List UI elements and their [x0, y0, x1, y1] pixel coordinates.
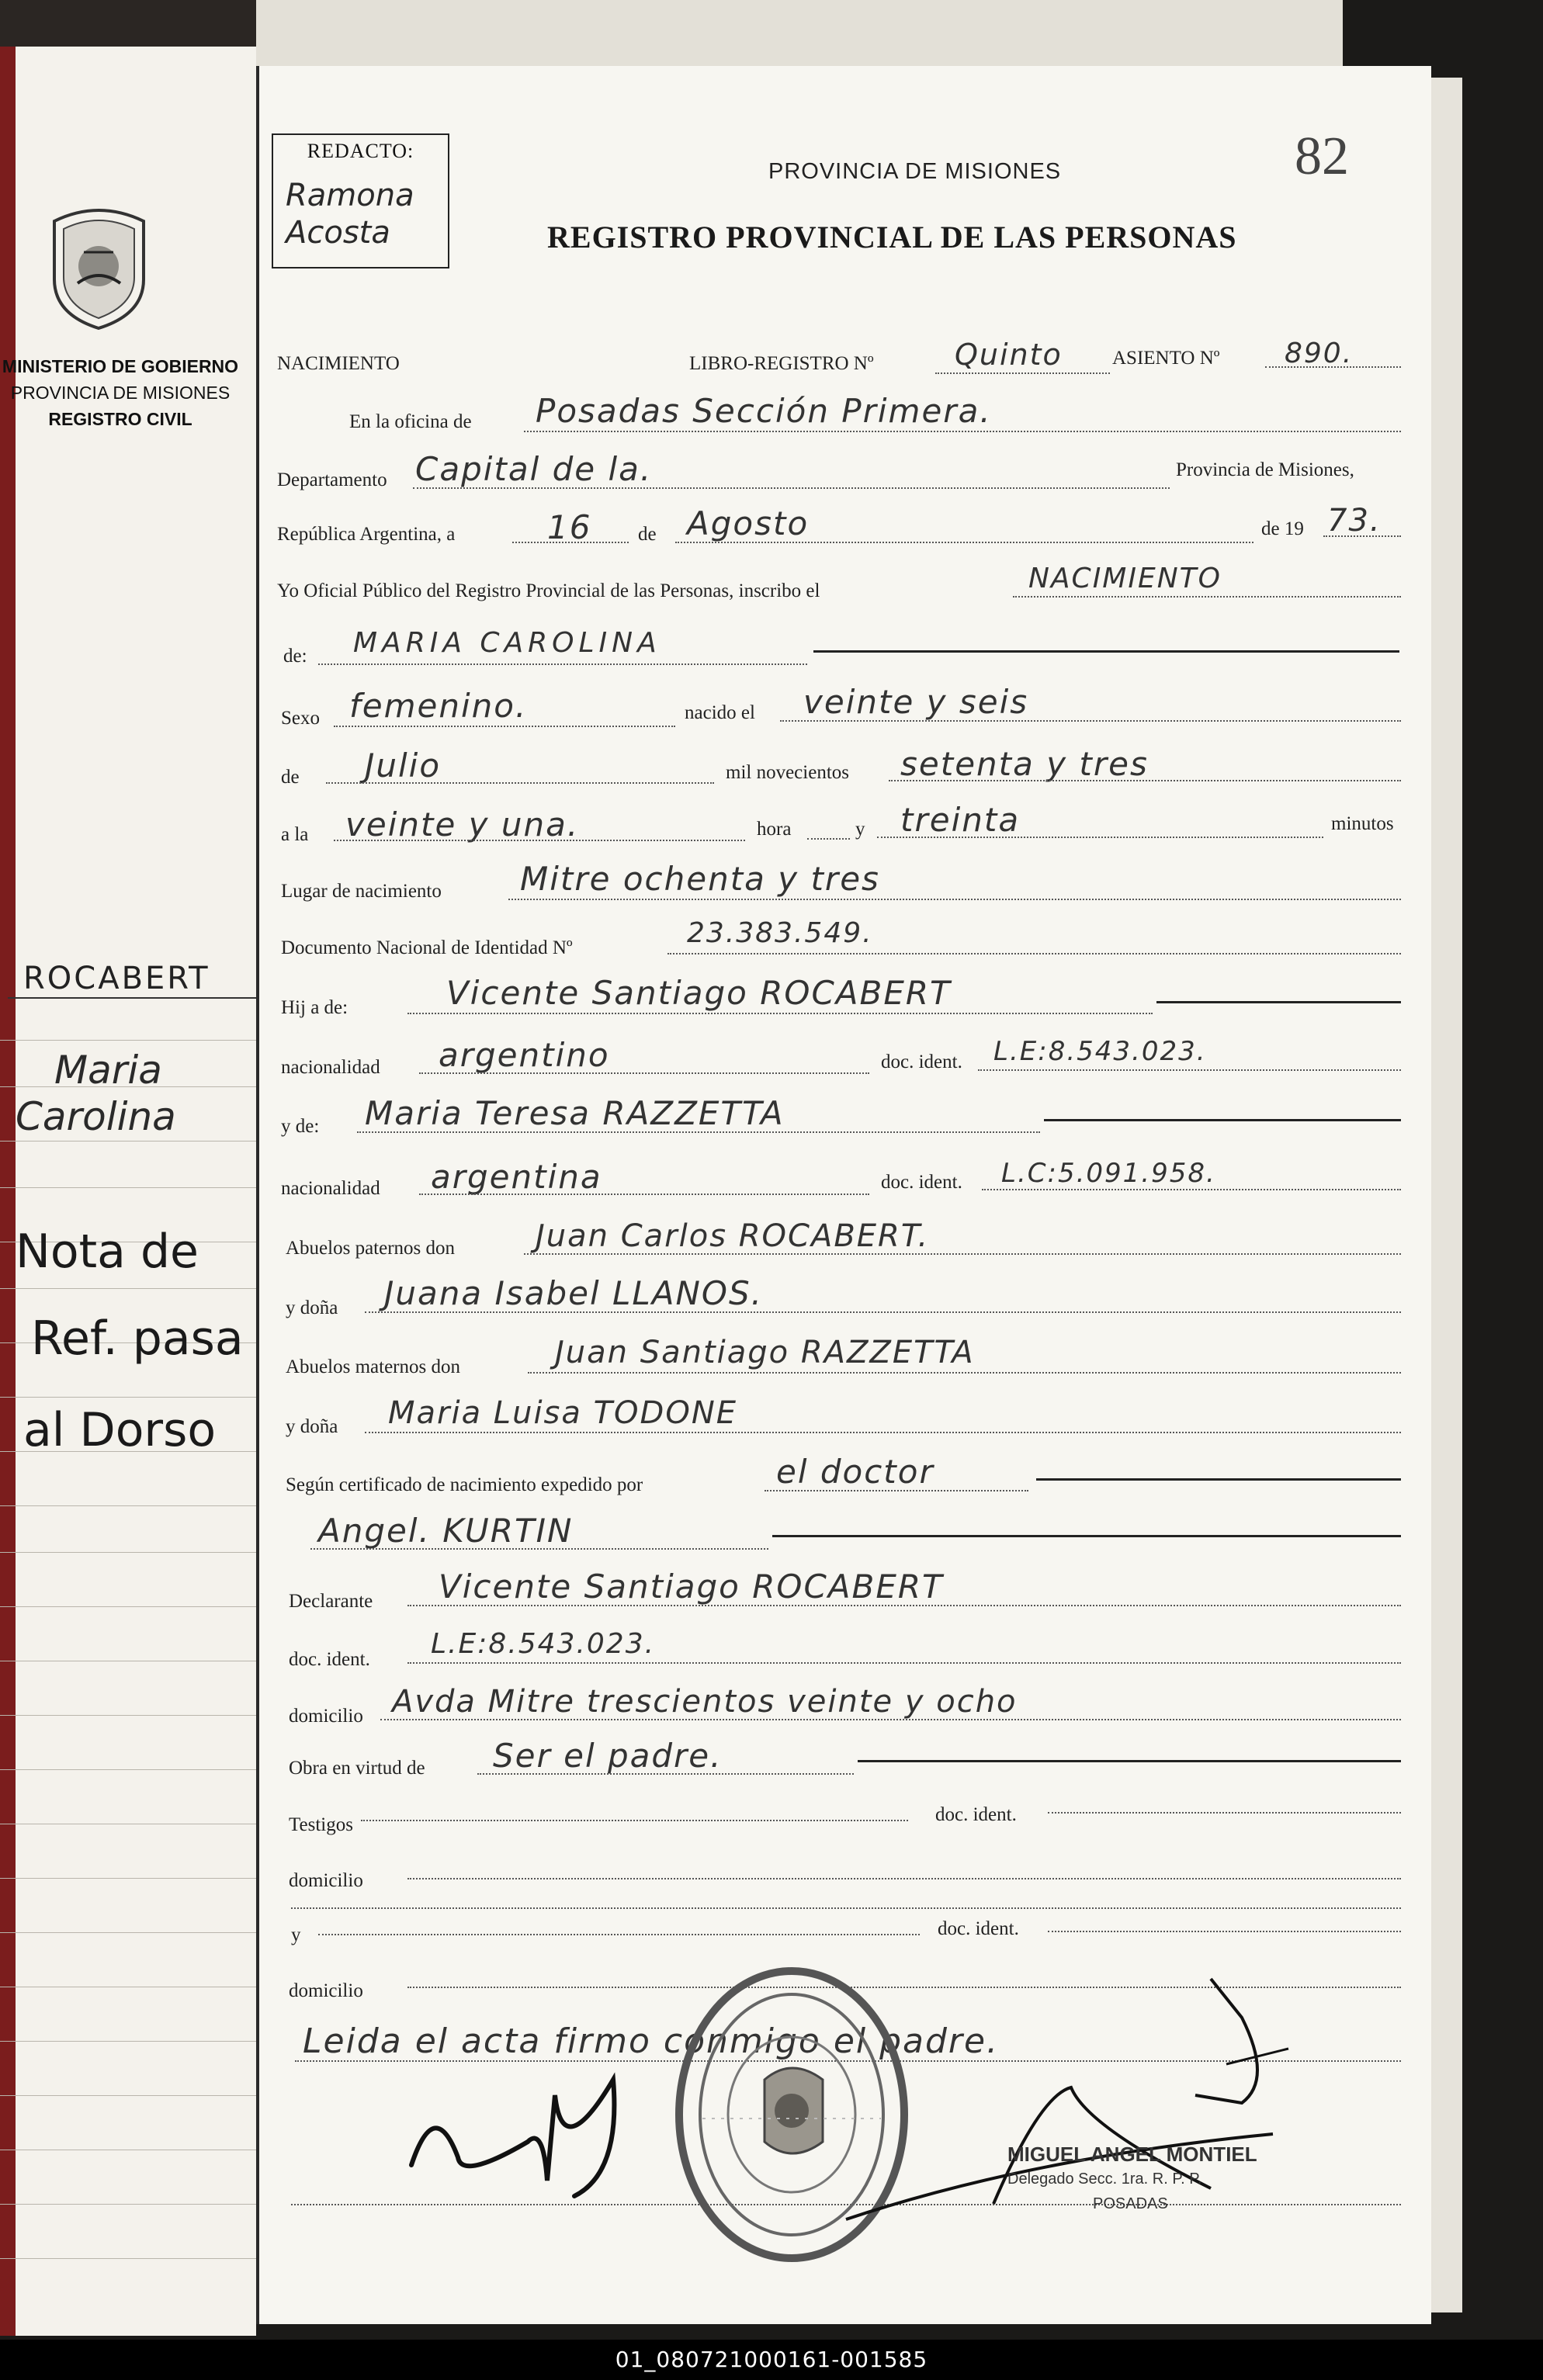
dni-value: 23.383.549. [687, 917, 873, 949]
asiento-value: 890. [1285, 338, 1354, 369]
testigos-label: Testigos [289, 1814, 353, 1835]
hijo-label: Hij a de: [281, 997, 348, 1018]
y-de-label: y de: [281, 1116, 320, 1137]
ministry-line-3: REGISTRO CIVIL [48, 409, 192, 429]
provincial-seal-icon [47, 206, 151, 330]
asiento-label: ASIENTO Nº [1112, 348, 1220, 369]
departamento-value: Capital de la. [415, 450, 653, 488]
abuelos-maternos-label: Abuelos maternos don [286, 1356, 460, 1377]
sexo-value: femenino. [349, 687, 528, 725]
official-city: POSADAS [1093, 2195, 1168, 2212]
stacked-pages-edge [1428, 78, 1462, 2312]
testigos-doc-label-2: doc. ident. [938, 1918, 1019, 1939]
testigos-domicilio-label-2: domicilio [289, 1980, 363, 2001]
oficina-value: Posadas Sección Primera. [536, 392, 992, 430]
minutos-value: treinta [900, 801, 1021, 839]
obra-value: Ser el padre. [493, 1737, 723, 1775]
padre-value: Vicente Santiago ROCABERT [446, 974, 952, 1012]
oficial-value: NACIMIENTO [1028, 563, 1222, 594]
y2-label: y [291, 1924, 301, 1945]
oficina-label: En la oficina de [349, 411, 472, 432]
abuela-paterna-label: y doña [286, 1297, 338, 1318]
page-number: 82 [1295, 126, 1349, 186]
padre-doc-value: L.E:8.543.023. [993, 1036, 1207, 1067]
lugar-label: Lugar de nacimiento [281, 881, 442, 902]
provincia-label: Provincia de Misiones, [1176, 459, 1354, 480]
dark-background-top [0, 0, 256, 47]
libro-value: Quinto [955, 338, 1063, 372]
madre-nacionalidad-label: nacionalidad [281, 1178, 380, 1199]
province-heading: PROVINCIA DE MISIONES [768, 159, 1062, 184]
official-role: Delegado Secc. 1ra. R. P. P. [1007, 2170, 1202, 2188]
declarante-value: Vicente Santiago ROCABERT [439, 1568, 944, 1606]
image-caption: 01_080721000161-001585 [0, 2340, 1543, 2380]
madre-doc-label: doc. ident. [881, 1172, 962, 1193]
official-name: MIGUEL ANGEL MONTIEL [1007, 2143, 1257, 2166]
oficial-label: Yo Oficial Público del Registro Provincial de las Personas, inscribo el [277, 580, 820, 601]
nacido-label: nacido el [685, 702, 755, 723]
de-label: de [638, 524, 657, 545]
a-la-label: a la [281, 824, 309, 845]
departamento-label: Departamento [277, 469, 387, 490]
mes-value: Agosto [687, 504, 810, 542]
declarante-label: Declarante [289, 1591, 373, 1612]
sexo-label: Sexo [281, 708, 320, 729]
ministry-heading [0, 353, 248, 432]
persona-value: MARIA CAROLINA [353, 627, 661, 659]
minutos-label: minutos [1331, 813, 1394, 834]
y-label: y [855, 819, 865, 840]
doctor-value: Angel. KURTIN [318, 1512, 574, 1550]
certificado-value: el doctor [776, 1453, 934, 1491]
leida-value: Leida el acta firmo conmigo el padre. [303, 2021, 1000, 2061]
abuela-materna-value: Maria Luisa TODONE [388, 1395, 738, 1431]
margin-given-name-1: Maria [54, 1048, 162, 1093]
nacido-value: veinte y seis [803, 683, 1029, 721]
binding-band [256, 0, 1343, 70]
libro-label: LIBRO-REGISTRO Nº [689, 353, 874, 374]
dia-value: 16 [547, 508, 592, 546]
ministry-line-2: PROVINCIA DE MISIONES [10, 383, 231, 403]
padre-nacionalidad-value: argentino [439, 1036, 610, 1074]
testigos-domicilio-label: domicilio [289, 1870, 363, 1891]
margin-note-line-1: Nota de [16, 1225, 199, 1279]
registry-title: REGISTRO PROVINCIAL DE LAS PERSONAS [547, 220, 1237, 255]
abuelo-paterno-value: Juan Carlos ROCABERT. [536, 1218, 930, 1254]
certificado-label: Según certificado de nacimiento expedido por [286, 1474, 643, 1495]
redacto-box [272, 133, 449, 268]
de-persona-label: de: [283, 646, 307, 667]
domicilio-value: Avda Mitre trescientos veinte y ocho [392, 1684, 1018, 1720]
de19-label: de 19 [1261, 518, 1304, 539]
testigos-doc-label: doc. ident. [935, 1804, 1017, 1825]
dni-label: Documento Nacional de Identidad Nº [281, 937, 573, 958]
declarante-doc-label: doc. ident. [289, 1649, 370, 1670]
margin-note-line-2: Ref. pasa [31, 1311, 244, 1366]
de-mes-label: de [281, 767, 300, 788]
obra-label: Obra en virtud de [289, 1758, 425, 1779]
margin-given-name-2: Carolina [16, 1094, 176, 1139]
ministry-line-1: MINISTERIO DE GOBIERNO [2, 356, 239, 376]
nacimiento-label: NACIMIENTO [277, 353, 400, 374]
declarante-doc-value: L.E:8.543.023. [431, 1628, 656, 1660]
redacto-name-line-1: Ramona [286, 178, 414, 213]
hora-value: veinte y una. [345, 805, 580, 844]
abuelo-materno-value: Juan Santiago RAZZETTA [555, 1335, 975, 1370]
mil-value: setenta y tres [900, 745, 1149, 783]
official-block [1007, 2142, 1257, 2216]
redacto-name [286, 177, 414, 251]
abuelos-paternos-label: Abuelos paternos don [286, 1238, 456, 1259]
margin-note-line-3: al Dorso [23, 1403, 217, 1457]
madre-nacionalidad-value: argentina [431, 1158, 602, 1196]
redacto-label: REDACTO: [307, 140, 414, 162]
abuela-materna-label: y doña [286, 1416, 338, 1437]
madre-value: Maria Teresa RAZZETTA [365, 1094, 785, 1132]
republica-label: República Argentina, a [277, 524, 456, 545]
madre-doc-value: L.C:5.091.958. [1001, 1158, 1216, 1189]
padre-doc-label: doc. ident. [881, 1051, 962, 1072]
margin-surname: ROCABERT [23, 961, 210, 996]
hora-label: hora [757, 819, 792, 840]
lugar-value: Mitre ochenta y tres [520, 860, 880, 898]
domicilio-label: domicilio [289, 1706, 363, 1727]
anio-value: 73. [1327, 503, 1382, 539]
redacto-name-line-2: Acosta [286, 215, 390, 251]
abuela-paterna-value: Juana Isabel LLANOS. [384, 1274, 763, 1312]
mil-label: mil novecientos [726, 762, 849, 783]
mes-nacimiento-value: Julio [365, 747, 442, 785]
padre-nacionalidad-label: nacionalidad [281, 1057, 380, 1078]
declarant-signature-icon [388, 2049, 636, 2204]
